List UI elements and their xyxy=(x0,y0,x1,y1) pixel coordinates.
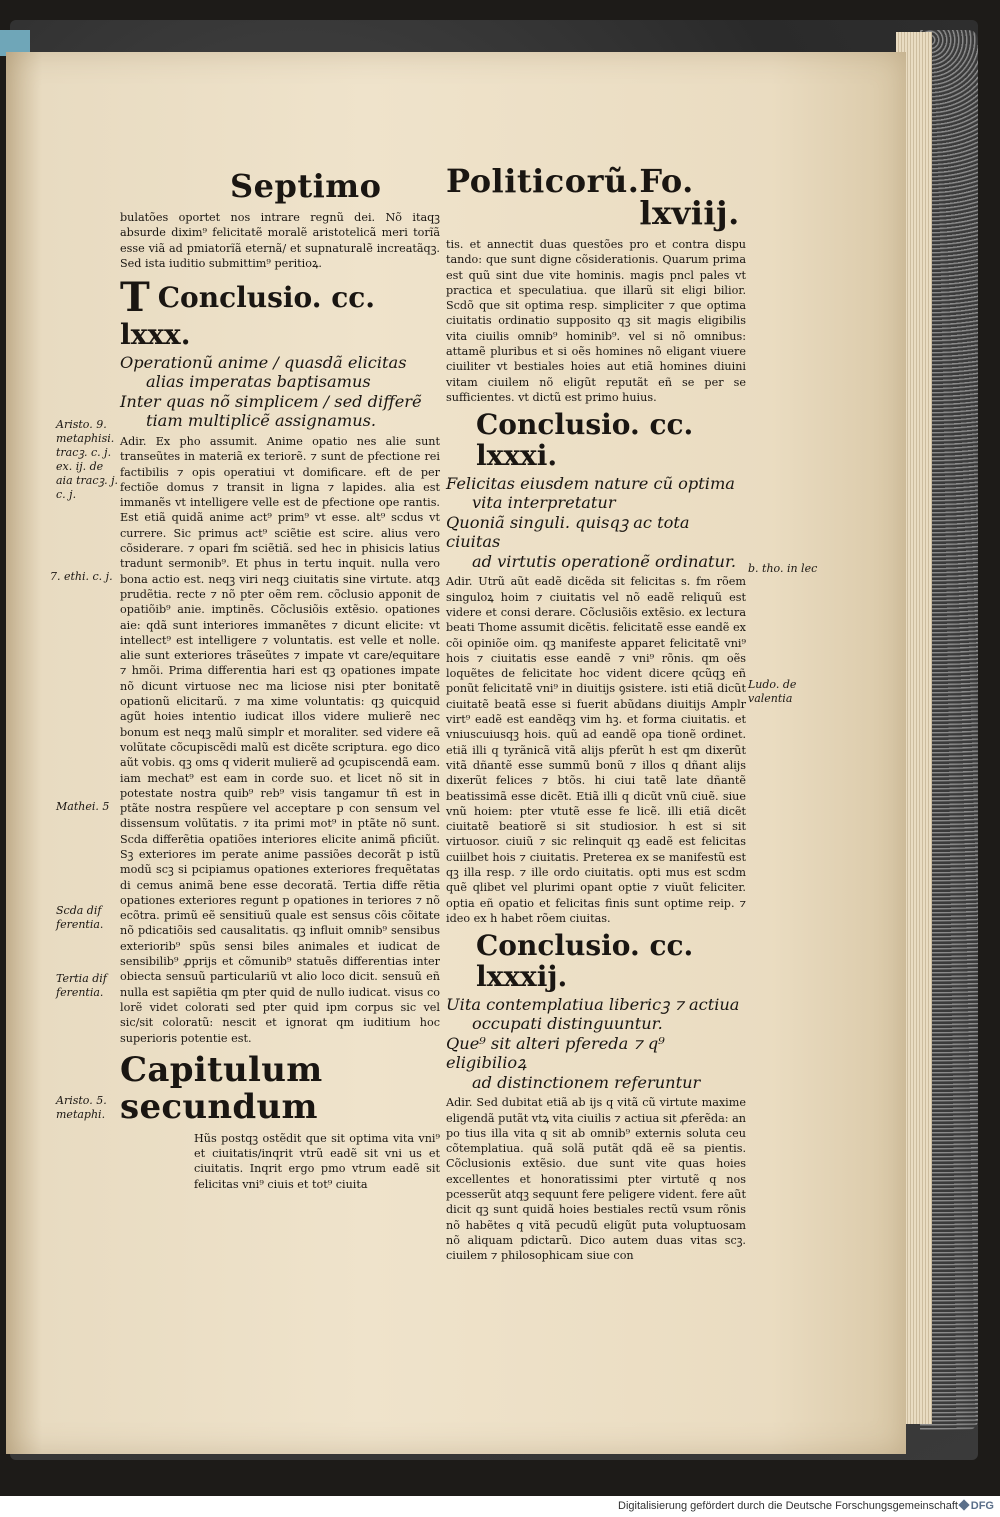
thesis-line: Operationũ anime / quasdã elicitas xyxy=(120,352,407,372)
left-running-head: Septimo xyxy=(230,167,382,205)
right-intro-text: tis. et annectit duas questões pro et contra dispu tando: que sunt digne cõsiderationis. Quarum prima est quũ sint due vite hominis. magis pncl pales vt practica et speculatiua. que illarũ sit eligi bilior. Scdõ que sit optima resp. simpliciter ⁊ que optima ciuitatis ordinatio supposito qꝫ sit magis eligibilis vita ciuilis omnib⁹ hominib⁹. vel si nõ omnibus: attamẽ pluribus et si oẽs homines nõ eligant viuere ciuiliter vt bestiales hoies aut etiã homines diuini vitam ciuilem nõ eligũt reputãt eñ se per se sufficientes. vt dictũ est primo huius. xyxy=(446,238,746,404)
margin-note: Ludo. de valentia xyxy=(748,678,797,705)
margin-note: b. tho. in lec xyxy=(748,562,818,575)
thesis-line: alias imperatas baptisamus xyxy=(146,372,371,392)
decorated-initial: T xyxy=(120,274,150,322)
thesis-80 xyxy=(120,353,440,431)
margin-note: 7. ethi. c. j. xyxy=(50,570,113,583)
thesis-line: ad distinctionem referuntur xyxy=(472,1072,701,1092)
thesis-81 xyxy=(446,474,746,572)
conclusion-title-80: Conclusio. cc. lxxx. xyxy=(120,281,376,352)
thesis-line: ad virtutis operationẽ ordinatur. xyxy=(472,551,737,571)
left-intro-text: bulatões oportet nos intrare regnũ dei. Nõ itaqꝫ absurde dixim⁹ felicitatẽ moralẽ aristotelicã meri torĩã esse viã ad pmiatorĩã eternã/ et supnaturalẽ increatãqꝫ. Sed ista iuditio submittim⁹ peritioꝝ. xyxy=(120,211,440,270)
thesis-line: occupati distinguuntur. xyxy=(472,1014,663,1034)
left-column xyxy=(120,167,440,1192)
thesis-line: Inter quas nõ simplicem / sed differẽ xyxy=(120,391,422,411)
thesis-line: Que⁹ sit alteri pfereda ⁊ q⁹ eligibilioꝝ xyxy=(446,1033,665,1073)
conclusion-title-82: Conclusio. cc. lxxxij. xyxy=(476,929,694,993)
left-body-text: Adir. Ex pho assumit. Anime opatio nes alie sunt transeũtes in materiã ex teriorẽ. ⁊ sunt de pfectione rei factibilis ⁊ opis operatiui vt domificare. eft de per fectiõe domus ⁊ transit in ligna ⁊ lapides. alia est immanẽs vt intelligere velle est de pfectione ope rantis. Est etiã quidã anime act⁹ prim⁹ vt esse. alt⁹ scdus vt currere. Sic primus act⁹ sciẽtie est scire. alius vero cõsiderare. ⁊ opari fm sciẽtiã. sed hec in phisicis latius tradunt sermonib⁹. Et phus in tertu inquit. nulla vero bona actio est. neqꝫ viri neqꝫ ciuitatis sine virtute. atqꝫ prudẽtia. recte ⁊ nõ pter oẽm rem. cõclusio apponit de opatiõib⁹ anie. imptinẽs. Cõclusiõis extẽsio. opationes aie: qdã sunt interiores immanẽtes ⁊ dicunt elicite: vt intellect⁹ est intelligere ⁊ voluntatis. est velle et nolle. alie sunt exteriores trãseũtes ⁊ impate vt care/equitare ⁊ hmõi. Prima differentia hari est qꝫ opationes impate nõ dicunt virtuose nec ma liciose nisi pter bonitatẽ opationũ elicitarũ. ⁊ ma xime voluntatis: qꝫ quicquid agũt hoies intentio iudicat illos videre mulierẽ nec bonum est neqꝫ malũ simplr et moraliter. sed videre eã volũtate cõcupiscẽdi malũ est dicẽte scriptura. ego dico aũt vobis. qꝫ oms q viderit mulierẽ ad ꝯcupiscendã eam. iam mechat⁹ est eam in corde suo. et licet nõ sit in potestate nostra quib⁹ reb⁹ visis tangamur tñ est in ptãte nostra respũere vel acceptare p con sensum vel dissensum volũtatis. ⁊ ita primi mot⁹ in ptãte nõ sunt. Scda differẽtia opatiões interiores elicite animã pficiũt. Sꝫ exteriores im perate anime passiões decorãt p istũ modũ scꝫ si pcipiamus opationes exteriores frequẽtatas di cemus animã bene esse decoratã. Tertia diffe rẽtia opationes exteriores regunt p opationes in teriores ⁊ nõ ecõtra. primũ eẽ sensitiuũ quale est sensus cõis cõitate nõ pdicatiõis sed causalitatis. qꝫ influit omnib⁹ sensibus exteriorib⁹ spũs sensi biles animales et iudicat de sensibilib⁹ ꝓprijs et cõmunib⁹ statuẽs differentias inter obiecta sensuũ particulariũ vt alio loco dicit. sensuũ eñ nulla est sapiẽtia qm pter quid de nullo iudicat. visus co lorẽ videt colorati sed pter quid ipm corpus sic vel sic/sit coloratũ: nescit et ignorat qm iuditium hoc superioris potentie est. xyxy=(120,434,440,1045)
dfg-logo-text: DFG xyxy=(970,1500,994,1512)
thesis-82 xyxy=(446,995,746,1093)
folio-number: Fo. lxviij. xyxy=(639,162,740,232)
right-column xyxy=(446,162,746,1264)
conclusion-heading-80 xyxy=(120,276,440,351)
margin-note: Aristo. 9. metaphisi. tracꝫ. c. j. ex. ij. de aia tracꝫ. j. c. j. xyxy=(56,418,119,501)
thesis-line: tiam multiplicẽ assignamus. xyxy=(146,411,377,431)
running-head-title: Politicorũ. xyxy=(446,162,640,200)
thesis-line: Uita contemplatiua libericꝫ ⁊ actiua xyxy=(446,994,740,1014)
right-body-text-2: Adir. Sed dubitat etiã ab ijs q vitã cũ virtute maxime eligendã putãt vtꝝ vita ciuilis ⁊ actiua sit ꝓferẽda: an po tius illa vita q sit ab omnib⁹ externis soluta ceu cõtemplatiua. quã solã putãt qdã eẽ sa pientis. Cõclusionis extẽsio. due sunt vite quas hoies excellentes et honoratissimi pter virtutẽ q nos pcesserũt atqꝫ sequunt fere peligere vident. fere aũt dicit qꝫ sunt quidã hoies bestiales rectũ vsum rõnis nõ habẽtes q vitã pecudũ eligũt puta voluptuosam nõ aliquam pdictarũ. Dico autem duas vitas scꝫ. ciuilem ⁊ philosophicam siue con xyxy=(446,1096,746,1263)
margin-note: Tertia dif ferentia. xyxy=(56,972,107,999)
thesis-line: Felicitas eiusdem nature cũ optima xyxy=(446,473,735,493)
conclusion-title-81: Conclusio. cc. lxxxi. xyxy=(476,408,694,473)
margin-note: Aristo. 5. metaphi. xyxy=(56,1094,107,1121)
right-running-head xyxy=(446,162,746,232)
chapter-heading: Capitulum secundum xyxy=(120,1049,323,1128)
chapter-body-text: Hũs postqꝫ ostẽdit que sit optima vita vni⁹ et ciuitatis/inqrit vtrũ eadẽ sit vni us et ciuitatis. Inqrit ergo pmo vtrum eadẽ sit felicitas vni⁹ ciuis et tot⁹ ciuita xyxy=(194,1131,440,1191)
thesis-line: Quoniã singuli. quisqꝫ ac tota ciuitas xyxy=(446,512,690,552)
dfg-logo xyxy=(960,1500,994,1512)
thesis-line: vita interpretatur xyxy=(472,493,616,513)
margin-note: Scda dif ferentia. xyxy=(56,904,104,931)
digitization-credit: Digitalisierung gefördert durch die Deutsche Forschungsgemeinschaft xyxy=(618,1500,958,1512)
dfg-logo-icon xyxy=(958,1499,969,1510)
right-body-text-1: Adir. Utrũ aũt eadẽ dicẽda sit felicitas s. fm rõem singuloꝝ hoim ⁊ ciuitatis vel nõ eadẽ reliquũ est videre et consi derare. Cõclusiõis extẽsio. ex lectura beati Thome assumit dicẽtis. felicitatẽ esse eandẽ ex cõi opiniõe oim. qꝫ manifeste apparet felicitatẽ vni⁹ hois ⁊ ciuitatis esse eandẽ ⁊ vni⁹ rõnis. qm oẽs loquẽtes de felicitate hoc vident dicere qcũqꝫ eñ ponũt felicitatẽ vni⁹ in diuitijs ꝯsistere. isti etiã dicũt ciuitatẽ beatã esse si fuerit abũdans diuitijs Amplr virt⁹ eadẽ est eandẽqꝫ vim hꝫ. et forma ciuitatis. et vniuscuiusqꝫ hois. quũ ad eandẽ opa tionẽ ordinet. etiã illi q tyrãnicã vitã alijs pferũt h est qm dixerũt vitã dñantẽ esse summũ bonũ ⁊ illos q dñant alijs dixerũt felices ⁊ btõs. hi ciui tatẽ late dñantẽ beatissimã esse dicẽt. Etiã illi q dicũt vnũ ciuẽ. siue vnũ hoiem: pter vtutẽ esse fe licẽ. illi etiã dicẽt ciuitatẽ beatiorẽ si sit studiosior. h est si sit virtuosor. ciuiũ ⁊ sic relinquit qꝫ eadẽ est felicitas cuiilbet hois ⁊ ciuitatis. Preterea ex se manifestũ est qꝫ illa resp. ⁊ ille ordo ciuitatis. opti mus est scdm quẽ qlibet vel plurimi opant optie ⁊ viuũt feliciter. optia eñ opatio et felicitas finis sunt optime reip. ⁊ ideo ex h habet rõem ciuitas. xyxy=(446,575,746,925)
margin-note: Mathei. 5 xyxy=(56,800,110,813)
